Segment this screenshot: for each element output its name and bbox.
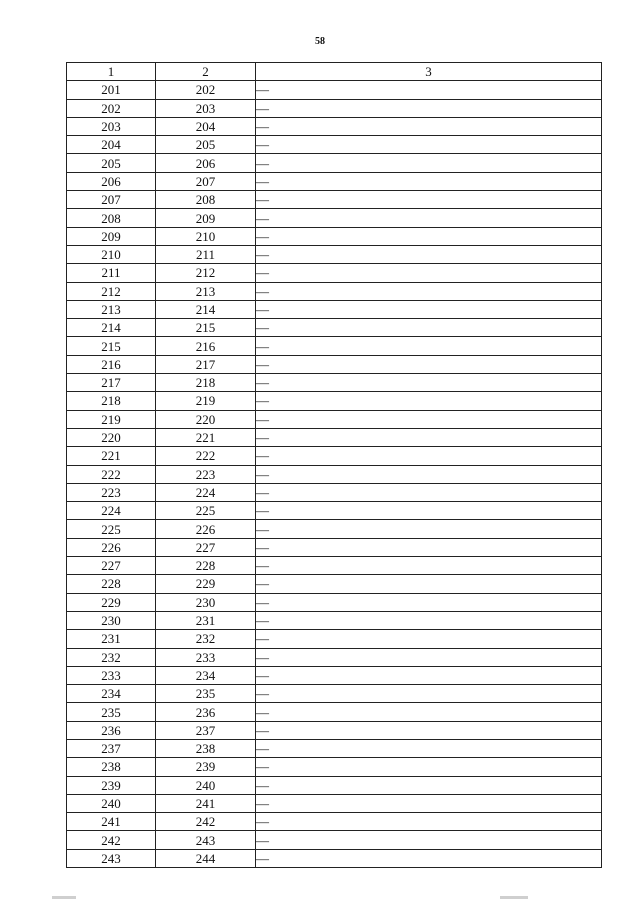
table-row (67, 81, 602, 99)
cell-col3: — (256, 593, 602, 611)
cell-col1: 231 (67, 630, 156, 648)
column-header-1: 1 (67, 63, 156, 81)
cell-col1: 203 (67, 117, 156, 135)
cell-col2: 227 (156, 538, 256, 556)
cell-col3: — (256, 355, 602, 373)
cell-col1: 215 (67, 337, 156, 355)
cell-col1: 218 (67, 392, 156, 410)
cell-col1: 207 (67, 191, 156, 209)
cell-col2: 208 (156, 191, 256, 209)
cell-col3: — (256, 337, 602, 355)
table-row (67, 300, 602, 318)
cell-col2: 205 (156, 136, 256, 154)
cell-col3: — (256, 575, 602, 593)
cell-col2: 244 (156, 849, 256, 867)
table-row (67, 813, 602, 831)
cell-col3: — (256, 666, 602, 684)
cell-col2: 234 (156, 666, 256, 684)
cell-col1: 232 (67, 648, 156, 666)
cell-col1: 239 (67, 776, 156, 794)
cell-col2: 240 (156, 776, 256, 794)
cell-col1: 206 (67, 172, 156, 190)
cell-col1: 220 (67, 428, 156, 446)
table-row (67, 447, 602, 465)
table-row (67, 245, 602, 263)
cell-col2: 210 (156, 227, 256, 245)
cell-col3: — (256, 557, 602, 575)
cell-col1: 238 (67, 758, 156, 776)
cell-col2: 225 (156, 502, 256, 520)
table-row (67, 758, 602, 776)
table-row (67, 264, 602, 282)
cell-col2: 228 (156, 557, 256, 575)
footer-mark-right (500, 896, 528, 899)
cell-col3: — (256, 428, 602, 446)
cell-col3: — (256, 703, 602, 721)
cell-col2: 213 (156, 282, 256, 300)
cell-col1: 241 (67, 813, 156, 831)
cell-col2: 230 (156, 593, 256, 611)
cell-col3: — (256, 319, 602, 337)
cell-col2: 209 (156, 209, 256, 227)
cell-col1: 201 (67, 81, 156, 99)
cell-col3: — (256, 117, 602, 135)
cell-col3: — (256, 758, 602, 776)
cell-col2: 222 (156, 447, 256, 465)
cell-col1: 219 (67, 410, 156, 428)
cell-col3: — (256, 209, 602, 227)
table-row (67, 209, 602, 227)
table-row (67, 154, 602, 172)
cell-col3: — (256, 374, 602, 392)
column-header-3: 3 (256, 63, 602, 81)
cell-col3: — (256, 611, 602, 629)
table-row (67, 465, 602, 483)
footer-mark-left (52, 896, 76, 899)
table-row (67, 557, 602, 575)
cell-col2: 233 (156, 648, 256, 666)
cell-col2: 204 (156, 117, 256, 135)
cell-col2: 232 (156, 630, 256, 648)
cell-col2: 229 (156, 575, 256, 593)
cell-col1: 233 (67, 666, 156, 684)
cell-col3: — (256, 465, 602, 483)
cell-col1: 236 (67, 721, 156, 739)
table-row (67, 172, 602, 190)
cell-col3: — (256, 739, 602, 757)
table-row (67, 721, 602, 739)
cell-col3: — (256, 392, 602, 410)
table-row (67, 428, 602, 446)
cell-col3: — (256, 794, 602, 812)
cell-col2: 242 (156, 813, 256, 831)
cell-col1: 202 (67, 99, 156, 117)
cell-col1: 204 (67, 136, 156, 154)
cell-col1: 223 (67, 483, 156, 501)
table-row (67, 794, 602, 812)
cell-col2: 241 (156, 794, 256, 812)
cell-col1: 226 (67, 538, 156, 556)
cell-col1: 212 (67, 282, 156, 300)
table-row (67, 337, 602, 355)
cell-col3: — (256, 282, 602, 300)
cell-col3: — (256, 136, 602, 154)
table-header (67, 63, 602, 81)
cell-col3: — (256, 227, 602, 245)
cell-col2: 226 (156, 520, 256, 538)
cell-col3: — (256, 538, 602, 556)
cell-col1: 209 (67, 227, 156, 245)
cell-col3: — (256, 630, 602, 648)
cell-col1: 225 (67, 520, 156, 538)
page-number: 58 (315, 36, 325, 47)
cell-col1: 229 (67, 593, 156, 611)
cell-col2: 207 (156, 172, 256, 190)
table-body (67, 81, 602, 868)
table-row (67, 502, 602, 520)
table-row (67, 136, 602, 154)
table-row (67, 538, 602, 556)
cell-col2: 212 (156, 264, 256, 282)
cell-col2: 215 (156, 319, 256, 337)
cell-col1: 237 (67, 739, 156, 757)
cell-col2: 237 (156, 721, 256, 739)
table-row (67, 410, 602, 428)
cell-col3: — (256, 502, 602, 520)
cell-col3: — (256, 154, 602, 172)
data-table (66, 62, 602, 868)
cell-col2: 221 (156, 428, 256, 446)
cell-col3: — (256, 172, 602, 190)
cell-col3: — (256, 410, 602, 428)
table-row (67, 703, 602, 721)
table-row (67, 374, 602, 392)
cell-col3: — (256, 831, 602, 849)
cell-col2: 236 (156, 703, 256, 721)
cell-col2: 206 (156, 154, 256, 172)
cell-col3: — (256, 81, 602, 99)
cell-col1: 211 (67, 264, 156, 282)
cell-col2: 203 (156, 99, 256, 117)
table-row (67, 739, 602, 757)
cell-col2: 218 (156, 374, 256, 392)
table-row (67, 630, 602, 648)
cell-col2: 223 (156, 465, 256, 483)
table-row (67, 117, 602, 135)
cell-col1: 214 (67, 319, 156, 337)
cell-col2: 211 (156, 245, 256, 263)
table-row (67, 227, 602, 245)
cell-col3: — (256, 685, 602, 703)
table-row (67, 666, 602, 684)
cell-col3: — (256, 813, 602, 831)
table-row (67, 355, 602, 373)
cell-col2: 235 (156, 685, 256, 703)
table-row (67, 648, 602, 666)
cell-col2: 216 (156, 337, 256, 355)
column-header-2: 2 (156, 63, 256, 81)
cell-col1: 222 (67, 465, 156, 483)
table-row (67, 575, 602, 593)
cell-col3: — (256, 849, 602, 867)
cell-col2: 220 (156, 410, 256, 428)
header-row (67, 63, 602, 81)
cell-col3: — (256, 264, 602, 282)
cell-col3: — (256, 648, 602, 666)
table-row (67, 520, 602, 538)
table-row (67, 611, 602, 629)
cell-col3: — (256, 483, 602, 501)
table-row (67, 849, 602, 867)
table-row (67, 483, 602, 501)
cell-col2: 219 (156, 392, 256, 410)
cell-col3: — (256, 191, 602, 209)
cell-col1: 224 (67, 502, 156, 520)
table-row (67, 319, 602, 337)
cell-col1: 210 (67, 245, 156, 263)
cell-col1: 243 (67, 849, 156, 867)
table-row (67, 99, 602, 117)
cell-col1: 228 (67, 575, 156, 593)
cell-col1: 213 (67, 300, 156, 318)
cell-col3: — (256, 776, 602, 794)
table-row (67, 593, 602, 611)
cell-col3: — (256, 447, 602, 465)
cell-col1: 242 (67, 831, 156, 849)
cell-col3: — (256, 245, 602, 263)
table-row (67, 776, 602, 794)
cell-col2: 238 (156, 739, 256, 757)
cell-col2: 214 (156, 300, 256, 318)
table-row (67, 685, 602, 703)
cell-col1: 208 (67, 209, 156, 227)
cell-col3: — (256, 300, 602, 318)
cell-col1: 205 (67, 154, 156, 172)
cell-col1: 230 (67, 611, 156, 629)
cell-col1: 217 (67, 374, 156, 392)
cell-col3: — (256, 99, 602, 117)
cell-col3: — (256, 721, 602, 739)
table-row (67, 392, 602, 410)
cell-col1: 221 (67, 447, 156, 465)
table-row (67, 282, 602, 300)
cell-col2: 231 (156, 611, 256, 629)
table-row (67, 831, 602, 849)
table-row (67, 191, 602, 209)
cell-col1: 240 (67, 794, 156, 812)
cell-col1: 227 (67, 557, 156, 575)
cell-col1: 234 (67, 685, 156, 703)
cell-col2: 202 (156, 81, 256, 99)
cell-col1: 235 (67, 703, 156, 721)
cell-col2: 217 (156, 355, 256, 373)
cell-col2: 243 (156, 831, 256, 849)
cell-col3: — (256, 520, 602, 538)
cell-col2: 239 (156, 758, 256, 776)
cell-col2: 224 (156, 483, 256, 501)
cell-col1: 216 (67, 355, 156, 373)
